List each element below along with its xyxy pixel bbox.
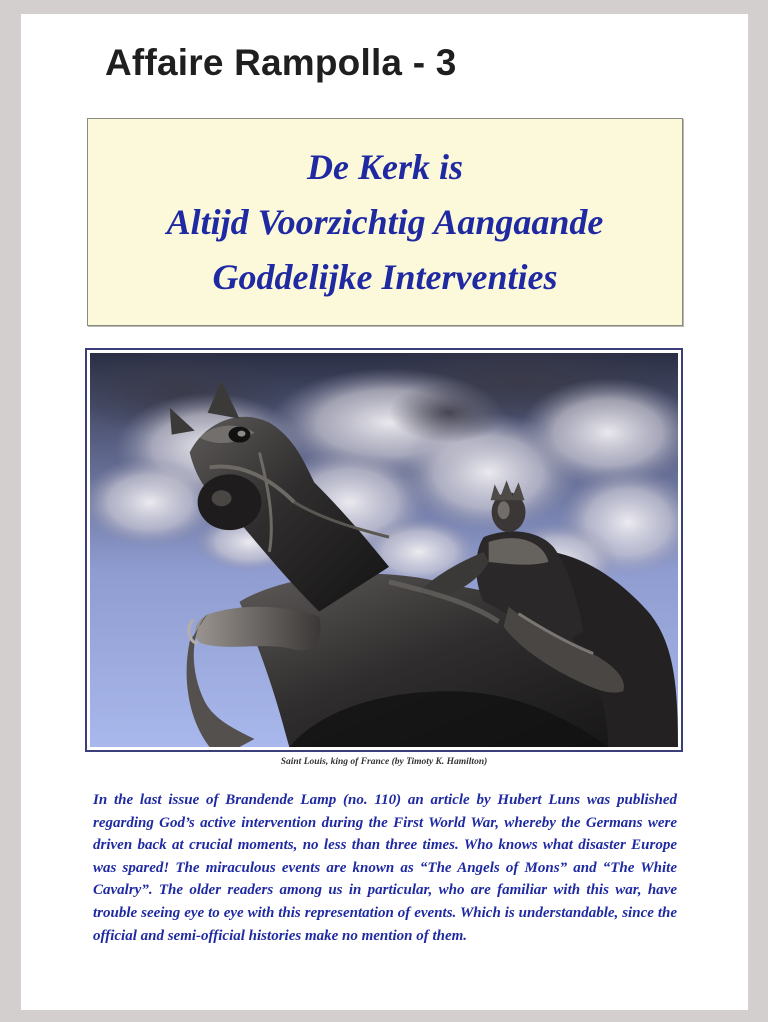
- photo-frame: [85, 348, 683, 752]
- equestrian-statue-photo: [90, 353, 678, 747]
- headline-line-1: De Kerk is: [307, 146, 463, 187]
- page-title: Affaire Rampolla - 3: [105, 42, 457, 83]
- headline-box: [87, 118, 683, 326]
- article-body: In the last issue of Brandende Lamp (no. 110) an article by Hubert Luns was published regarding God’s active intervention during the First World War, whereby the Germans were driven back at crucial moments, no less than three times. Who knows what disaster Europe was spared! The miraculous events are known as “The Angels of Mons” and “The White Cavalry”. The older readers among us in particular, who are familiar with this war, have trouble seeing eye to eye with this representation of events. Which is understandable, since the official and semi-official histories make no mention of them.: [93, 792, 677, 944]
- headline-line-3: Goddelijke Interventies: [212, 256, 558, 297]
- headline-line-2: Altijd Voorzichtig Aangaande: [166, 201, 604, 242]
- document-page: [21, 14, 748, 1010]
- photo-caption: Saint Louis, king of France (by Timoty K. Hamilton): [280, 757, 488, 767]
